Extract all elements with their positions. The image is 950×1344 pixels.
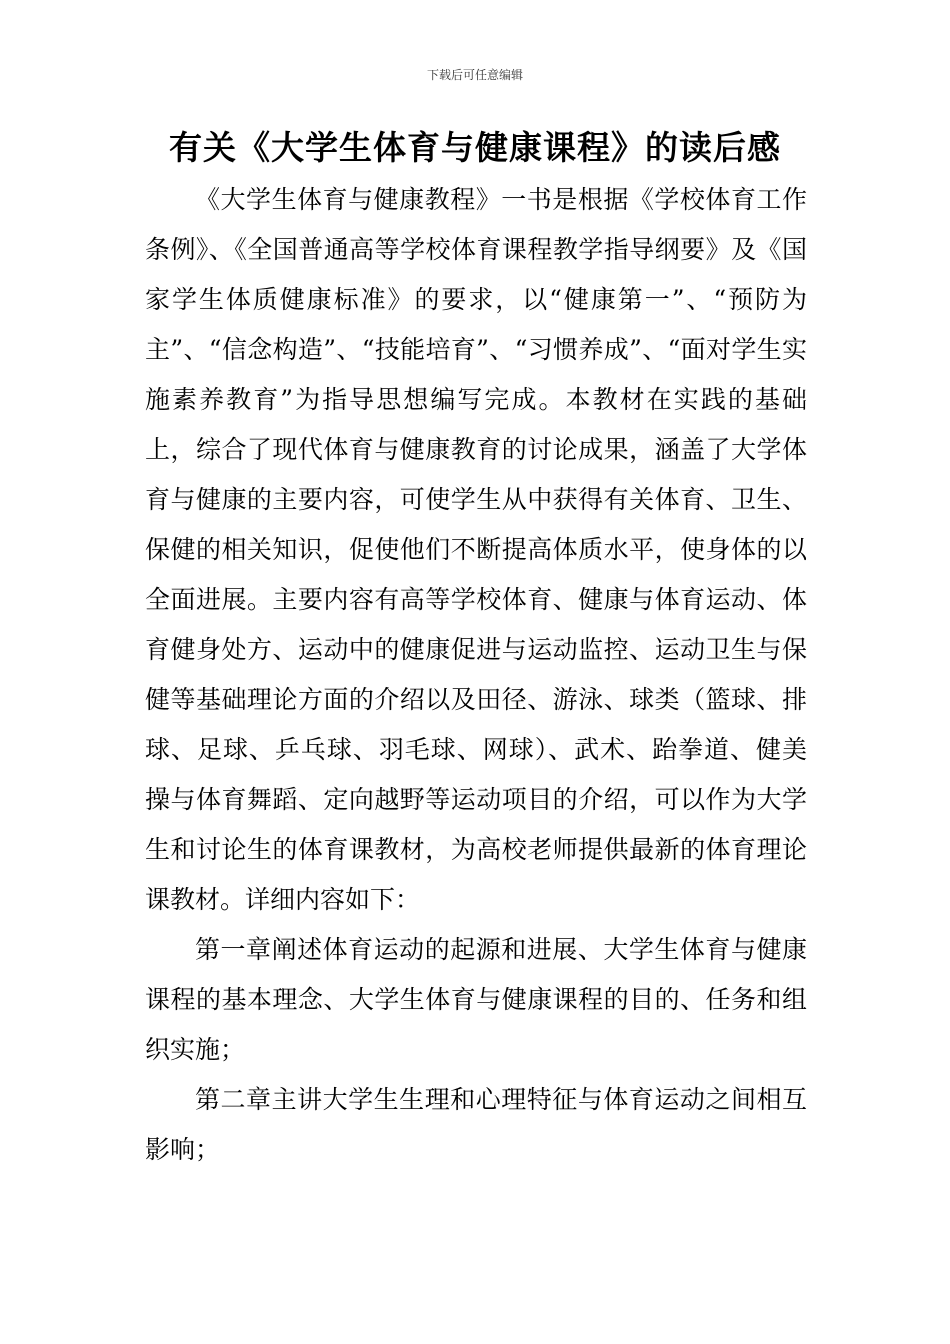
document-body [145, 175, 807, 1175]
paragraph-intro: 《大学生体育与健康教程》一书是根据《学校体育工作条例》、《全国普通高等学校体育课程教学指导纲要》及《国家学生体质健康标准》的要求，以“健康第一”、“预防为主”、“信念构造”、“技能培育”、“习惯养成”、“面对学生实施素养教育”为指导思想编写完成。本教材在实践的基础上，综合了现代体育与健康教育的讨论成果，涵盖了大学体育与健康的主要内容，可使学生从中获得有关体育、卫生、保健的相关知识，促使他们不断提高体质水平，使身体的以全面进展。主要内容有高等学校体育、健康与体育运动、体育健身处方、运动中的健康促进与运动监控、运动卫生与保健等基础理论方面的介绍以及田径、游泳、球类（篮球、排球、足球、乒乓球、羽毛球、网球）、武术、跆拳道、健美操与体育舞蹈、定向越野等运动项目的介绍，可以作为大学生和讨论生的体育课教材，为高校老师提供最新的体育理论课教材。详细内容如下： [145, 185, 807, 914]
paragraph-chapter-1: 第一章阐述体育运动的起源和进展、大学生体育与健康课程的基本理念、大学生体育与健康课程的目的、任务和组织实施； [145, 935, 807, 1064]
paragraph-chapter-2: 第二章主讲大学生生理和心理特征与体育运动之间相互影响； [145, 1085, 807, 1164]
page-title: 有关《大学生体育与健康课程》的读后感 [169, 128, 781, 167]
header-note: 下载后可任意编辑 [426, 68, 523, 82]
